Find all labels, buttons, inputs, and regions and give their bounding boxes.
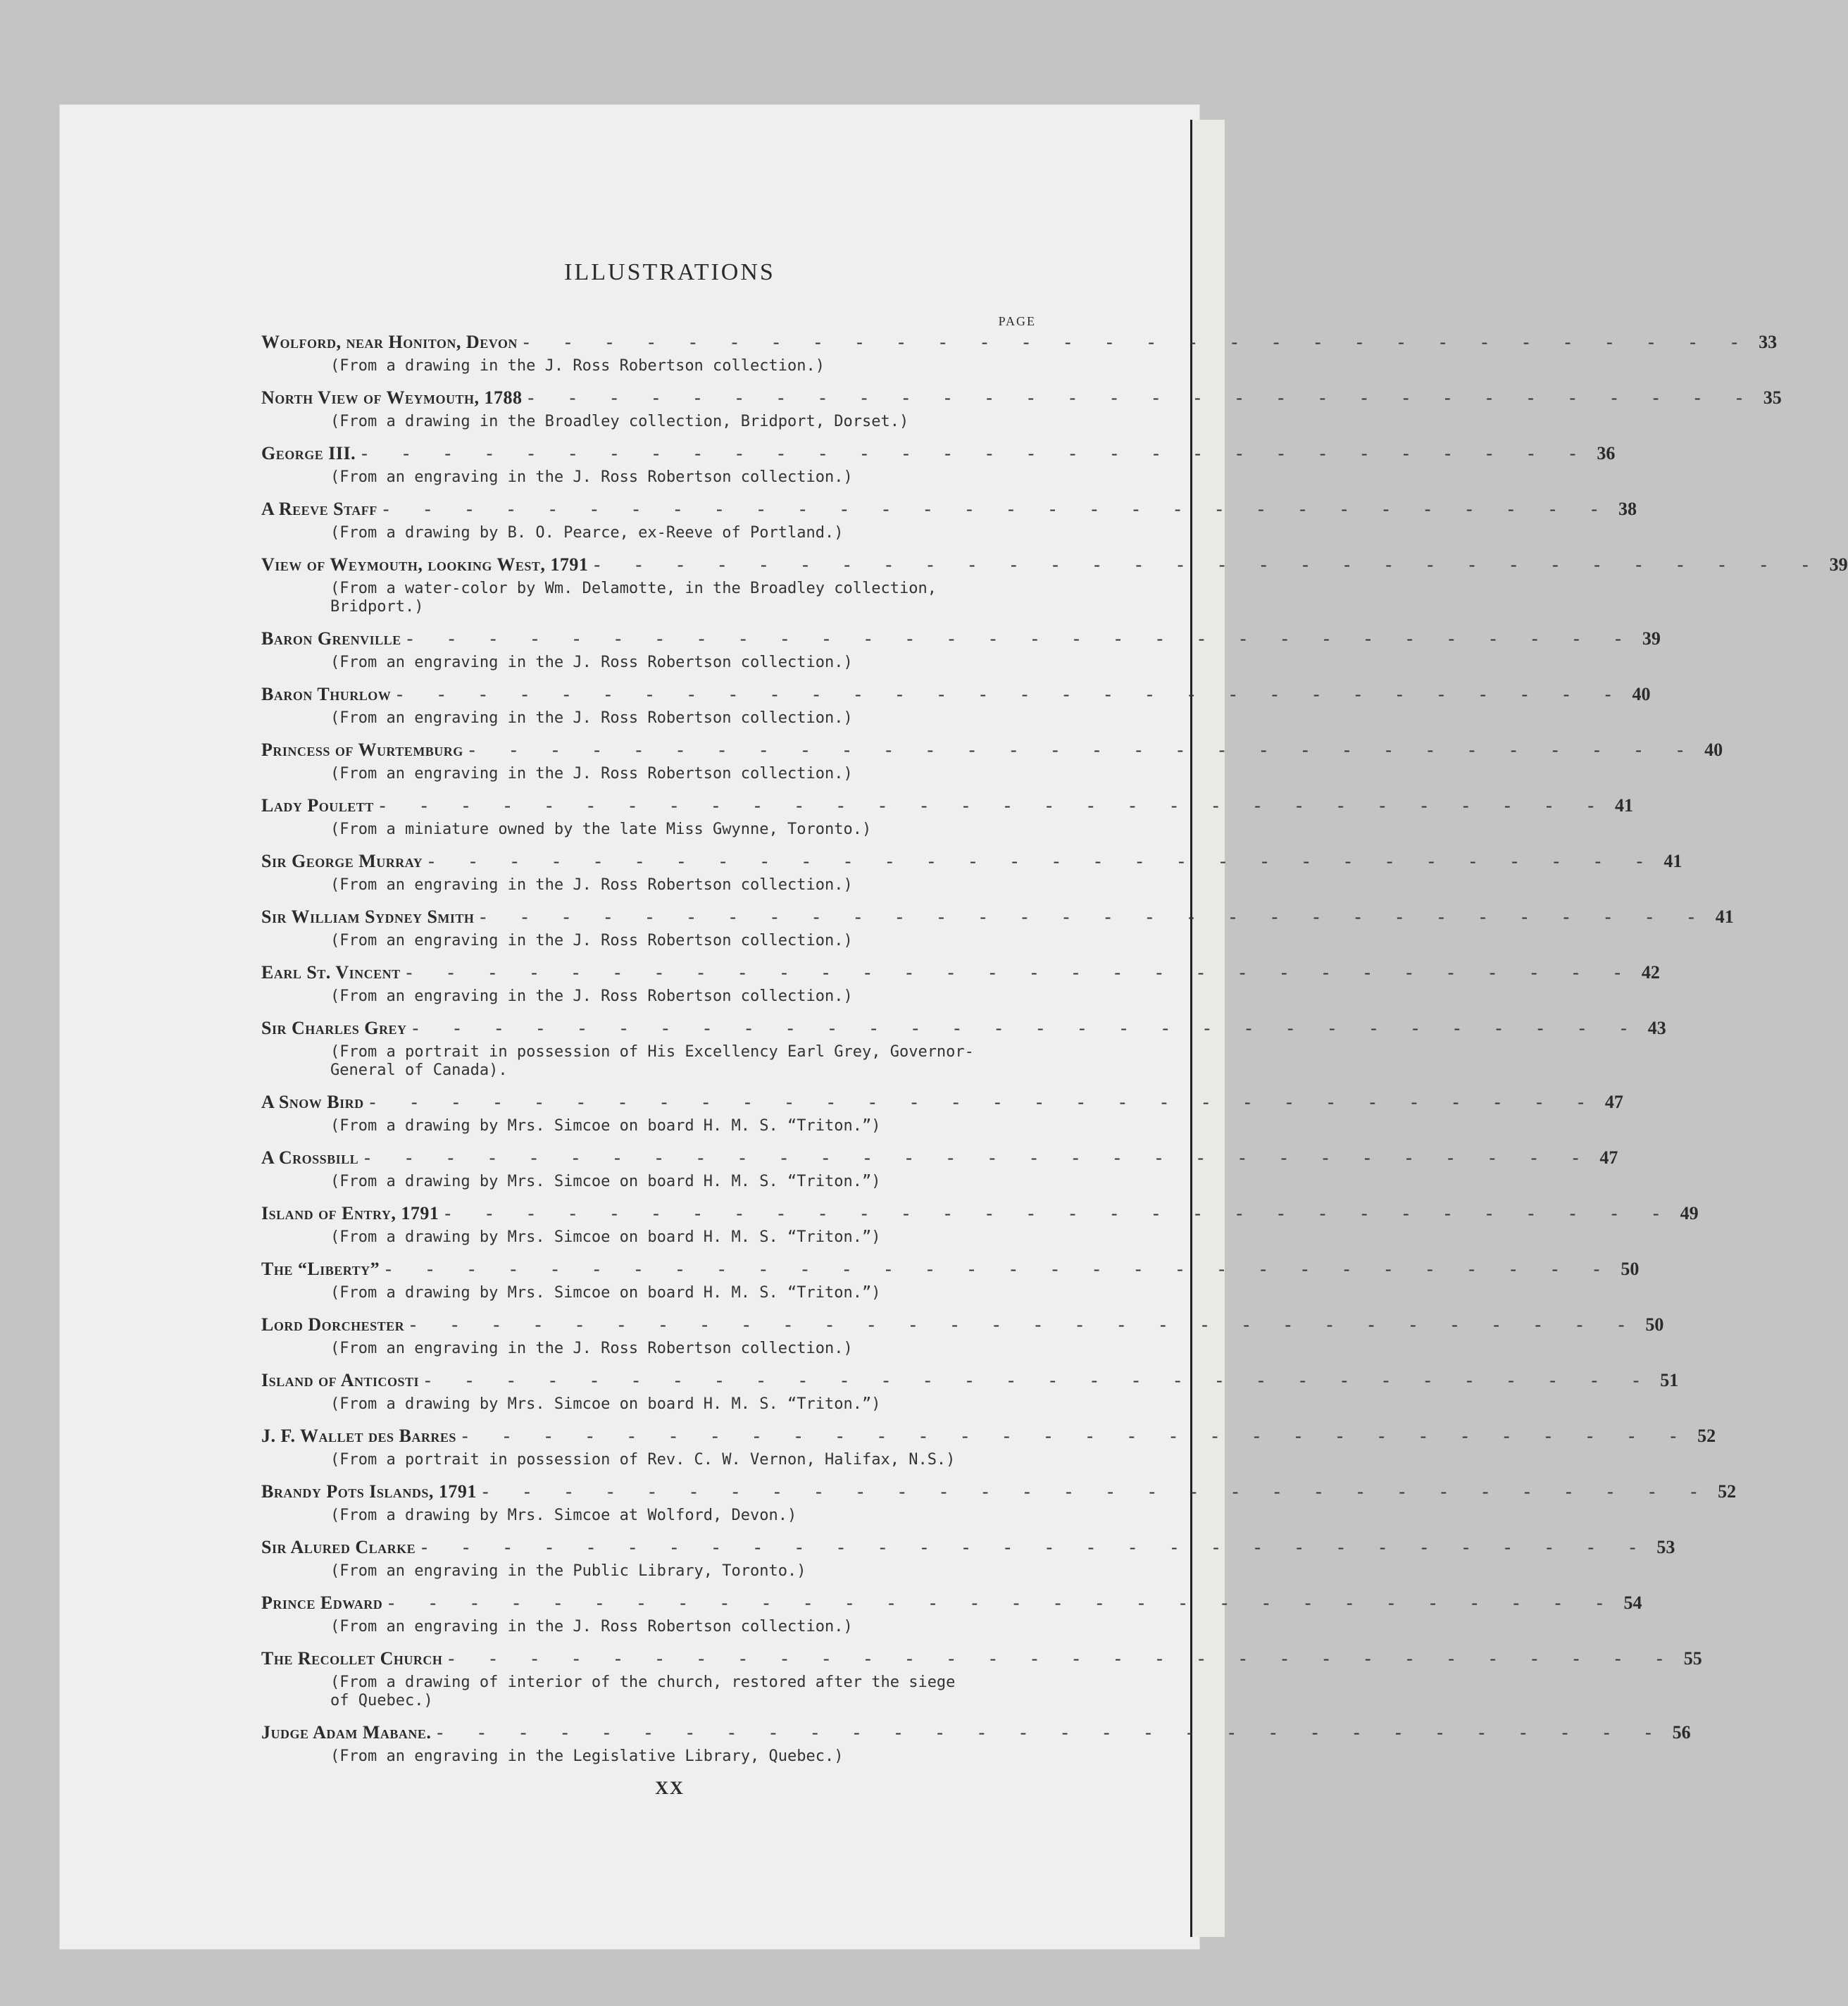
entry-title: A Snow Bird	[261, 1092, 364, 1112]
entry-heading-line	[261, 443, 1616, 468]
dot-leader: - - - - - - - - - - - - - - - - - - - - - - - - - - - - - -	[437, 1722, 1667, 1743]
entry-heading-line	[261, 962, 1660, 988]
entry-heading-line	[261, 554, 1848, 580]
entries-container	[261, 332, 1848, 1766]
dot-leader: - - - - - - - - - - - - - - - - - - - - - - - - - - - - - -	[412, 1018, 1642, 1038]
list-item	[261, 1722, 1691, 1766]
entry-credit: (From a drawing by Mrs. Simcoe on board H. M. S. “Triton.”)	[330, 1395, 881, 1413]
entry-page-number: 36	[1597, 443, 1616, 463]
entry-page-number: 51	[1660, 1370, 1679, 1390]
entry-credit: (From an engraving in the J. Ross Robertson collection.)	[330, 988, 853, 1005]
list-item	[261, 1092, 1623, 1135]
entry-title: Island of Entry, 1791	[261, 1203, 439, 1223]
list-item	[261, 1537, 1675, 1581]
entry-credit: (From a drawing by Mrs. Simcoe on board H. M. S. “Triton.”)	[330, 1173, 881, 1190]
illustrations-list	[261, 259, 1848, 1799]
entry-credit: (From a drawing by Mrs. Simcoe on board H. M. S. “Triton.”)	[330, 1284, 881, 1302]
entry-heading-line	[261, 1722, 1691, 1748]
dot-leader: - - - - - - - - - - - - - - - - - - - - - - - - - - - - - -	[523, 332, 1754, 352]
entry-credit: (From an engraving in the J. Ross Robertson collection.)	[330, 765, 853, 783]
list-item	[261, 907, 1734, 950]
dot-leader: - - - - - - - - - - - - - - - - - - - - - - - - - - - - - -	[388, 1593, 1618, 1613]
page-column-label: PAGE	[998, 314, 1036, 328]
list-item	[261, 851, 1682, 895]
list-item	[261, 499, 1637, 542]
entry-heading-line	[261, 795, 1633, 821]
dot-leader: - - - - - - - - - - - - - - - - - - - - - - - - - - - - - -	[527, 387, 1758, 408]
entry-page-number: 39	[1642, 628, 1661, 649]
dot-leader: - - - - - - - - - - - - - - - - - - - - - - - - - - - - - -	[369, 1092, 1599, 1112]
entry-page-number: 40	[1632, 684, 1651, 704]
entry-credit: (From an engraving in the J. Ross Robertson collection.)	[330, 932, 853, 949]
entry-title: North View of Weymouth, 1788	[261, 387, 523, 408]
list-item	[261, 1314, 1664, 1358]
entry-title: A Reeve Staff	[261, 499, 377, 519]
entry-credit: (From an engraving in the J. Ross Robertson collection.)	[330, 876, 853, 894]
entry-page-number: 35	[1763, 387, 1782, 408]
entry-credit: (From a drawing by Mrs. Simcoe on board H. M. S. “Triton.”)	[330, 1117, 881, 1135]
entry-heading-line	[261, 1370, 1679, 1395]
list-item	[261, 332, 1778, 375]
entry-title: Princess of Wurtemburg	[261, 740, 463, 760]
entry-page-number: 50	[1645, 1314, 1664, 1335]
entry-page-number: 52	[1697, 1426, 1716, 1446]
entry-credit: (From an engraving in the J. Ross Robertson collection.)	[330, 1618, 853, 1636]
dot-leader: - - - - - - - - - - - - - - - - - - - - - - - - - - - - - -	[461, 1426, 1692, 1446]
entry-heading-line	[261, 1593, 1642, 1618]
entry-heading-line	[261, 1259, 1640, 1284]
entry-title: Baron Thurlow	[261, 684, 392, 704]
entry-title: The “Liberty”	[261, 1259, 380, 1279]
entry-page-number: 47	[1604, 1092, 1623, 1112]
entry-title: George III.	[261, 443, 356, 463]
dot-leader: - - - - - - - - - - - - - - - - - - - - - - - - - - - - - -	[425, 1370, 1655, 1390]
list-item	[261, 1147, 1618, 1191]
dot-leader: - - - - - - - - - - - - - - - - - - - - - - - - - - - - - -	[379, 795, 1609, 816]
entry-credit: (From a drawing by Mrs. Simcoe on board H. M. S. “Triton.”)	[330, 1228, 881, 1246]
entry-credit: (From a drawing by Mrs. Simcoe at Wolford, Devon.)	[330, 1507, 797, 1524]
entry-heading-line	[261, 1203, 1699, 1228]
entry-title: Judge Adam Mabane.	[261, 1722, 432, 1743]
entry-page-number: 42	[1641, 962, 1660, 983]
list-item	[261, 1648, 1702, 1710]
dot-leader: - - - - - - - - - - - - - - - - - - - - - - - - - - - - - -	[428, 851, 1659, 871]
entry-title: Wolford, near Honiton, Devon	[261, 332, 518, 352]
entry-title: Brandy Pots Islands, 1791	[261, 1481, 477, 1502]
entry-credit: (From a portrait in possession of His Excellency Earl Grey, Governor-General of Canada).	[330, 1043, 974, 1079]
entry-credit: (From an engraving in the J. Ross Robertson collection.)	[330, 1340, 853, 1357]
list-item	[261, 1593, 1642, 1636]
list-item	[261, 1018, 1666, 1080]
dot-leader: - - - - - - - - - - - - - - - - - - - - - - - - - - - - - -	[480, 907, 1710, 927]
entry-heading-line	[261, 1537, 1675, 1562]
dot-leader: - - - - - - - - - - - - - - - - - - - - - - - - - - - - - -	[406, 628, 1637, 649]
entry-heading-line	[261, 1648, 1702, 1674]
dot-leader: - - - - - - - - - - - - - - - - - - - - - - - - - - - - - -	[594, 554, 1824, 575]
entry-title: Sir Charles Grey	[261, 1018, 407, 1038]
entry-credit: (From an engraving in the J. Ross Robertson collection.)	[330, 709, 853, 727]
entry-credit: (From a drawing in the Broadley collection, Bridport, Dorset.)	[330, 413, 909, 430]
entry-page-number: 52	[1718, 1481, 1737, 1502]
entry-page-number: 53	[1656, 1537, 1675, 1557]
entry-credit: (From a drawing by B. O. Pearce, ex-Reeve of Portland.)	[330, 524, 844, 542]
dot-leader: - - - - - - - - - - - - - - - - - - - - - - - - - - - - - -	[397, 684, 1627, 704]
list-item	[261, 628, 1661, 672]
entry-title: Island of Anticosti	[261, 1370, 420, 1390]
entry-page-number: 55	[1683, 1648, 1702, 1669]
dot-leader: - - - - - - - - - - - - - - - - - - - - - - - - - - - - - -	[468, 740, 1699, 760]
entry-page-number: 41	[1615, 795, 1633, 816]
list-item	[261, 795, 1633, 839]
entry-heading-line	[261, 907, 1734, 932]
entry-page-number: 50	[1621, 1259, 1640, 1279]
entry-title: Earl St. Vincent	[261, 962, 401, 983]
entry-page-number: 38	[1618, 499, 1637, 519]
entry-title: Lord Dorchester	[261, 1314, 405, 1335]
entry-page-number: 33	[1759, 332, 1778, 352]
entry-heading-line	[261, 851, 1682, 876]
entry-title: A Crossbill	[261, 1147, 359, 1168]
dot-leader: - - - - - - - - - - - - - - - - - - - - - - - - - - - - - -	[382, 499, 1613, 519]
entry-credit: (From an engraving in the Public Library, Toronto.)	[330, 1562, 806, 1580]
dot-leader: - - - - - - - - - - - - - - - - - - - - - - - - - - - - - -	[361, 443, 1592, 463]
entry-page-number: 39	[1829, 554, 1848, 575]
entry-credit: (From a portrait in possession of Rev. C. W. Vernon, Halifax, N.S.)	[330, 1451, 956, 1469]
dot-leader: - - - - - - - - - - - - - - - - - - - - - - - - - - - - - -	[364, 1147, 1594, 1168]
entry-heading-line	[261, 684, 1651, 709]
entry-heading-line	[261, 1147, 1618, 1173]
list-item	[261, 1426, 1716, 1469]
entry-title: Baron Grenville	[261, 628, 401, 649]
entry-title: View of Weymouth, looking West, 1791	[261, 554, 589, 575]
dot-leader: - - - - - - - - - - - - - - - - - - - - - - - - - - - - - -	[444, 1203, 1675, 1223]
entry-page-number: 56	[1672, 1722, 1691, 1743]
entry-page-number: 49	[1680, 1203, 1699, 1223]
list-item	[261, 387, 1782, 431]
entry-heading-line	[261, 1092, 1623, 1117]
entry-credit: (From a water-color by Wm. Delamotte, in the Broadley collection, Bridport.)	[330, 580, 937, 616]
entry-credit: (From an engraving in the Legislative Library, Quebec.)	[330, 1748, 844, 1765]
entry-heading-line	[261, 740, 1723, 765]
entry-heading-line	[261, 332, 1778, 357]
entry-title: J. F. Wallet des Barres	[261, 1426, 456, 1446]
entry-heading-line	[261, 499, 1637, 524]
entry-title: Sir George Murray	[261, 851, 423, 871]
list-item	[261, 1481, 1737, 1525]
entry-heading-line	[261, 387, 1782, 413]
entry-heading-line	[261, 1018, 1666, 1043]
list-item	[261, 1203, 1699, 1247]
entry-title: Sir Alured Clarke	[261, 1537, 416, 1557]
dot-leader: - - - - - - - - - - - - - - - - - - - - - - - - - - - - - -	[482, 1481, 1713, 1502]
entry-page-number: 54	[1623, 1593, 1642, 1613]
entry-credit: (From an engraving in the J. Ross Robertson collection.)	[330, 654, 853, 671]
dot-leader: - - - - - - - - - - - - - - - - - - - - - - - - - - - - - -	[406, 962, 1636, 983]
entry-title: Sir William Sydney Smith	[261, 907, 475, 927]
entry-credit: (From a drawing of interior of the church, restored after the siege of Quebec.)	[330, 1674, 956, 1709]
dot-leader: - - - - - - - - - - - - - - - - - - - - - - - - - - - - - -	[421, 1537, 1652, 1557]
entry-heading-line	[261, 1314, 1664, 1340]
entry-title: Lady Poulett	[261, 795, 374, 816]
entry-credit: (From a miniature owned by the late Miss Gwynne, Toronto.)	[330, 821, 872, 838]
entry-page-number: 41	[1663, 851, 1682, 871]
entry-title: Prince Edward	[261, 1593, 383, 1613]
list-item	[261, 684, 1651, 728]
list-item	[261, 554, 1848, 616]
entry-page-number: 43	[1647, 1018, 1666, 1038]
entry-title: The Recollet Church	[261, 1648, 443, 1669]
page-folio: XX	[655, 1778, 685, 1798]
list-item	[261, 1370, 1679, 1414]
page-title: ILLUSTRATIONS	[564, 259, 775, 285]
dot-leader: - - - - - - - - - - - - - - - - - - - - - - - - - - - - - -	[410, 1314, 1640, 1335]
dot-leader: - - - - - - - - - - - - - - - - - - - - - - - - - - - - - -	[448, 1648, 1678, 1669]
entry-page-number: 41	[1715, 907, 1734, 927]
entry-heading-line	[261, 1426, 1716, 1451]
entry-heading-line	[261, 628, 1661, 654]
entry-credit: (From an engraving in the J. Ross Robertson collection.)	[330, 468, 853, 486]
list-item	[261, 740, 1723, 783]
list-item	[261, 1259, 1640, 1302]
list-item	[261, 962, 1660, 1006]
entry-page-number: 47	[1599, 1147, 1618, 1168]
entry-page-number: 40	[1704, 740, 1723, 760]
list-item	[261, 443, 1616, 487]
entry-credit: (From a drawing in the J. Ross Robertson collection.)	[330, 357, 825, 375]
entry-heading-line	[261, 1481, 1737, 1507]
dot-leader: - - - - - - - - - - - - - - - - - - - - - - - - - - - - - -	[385, 1259, 1616, 1279]
